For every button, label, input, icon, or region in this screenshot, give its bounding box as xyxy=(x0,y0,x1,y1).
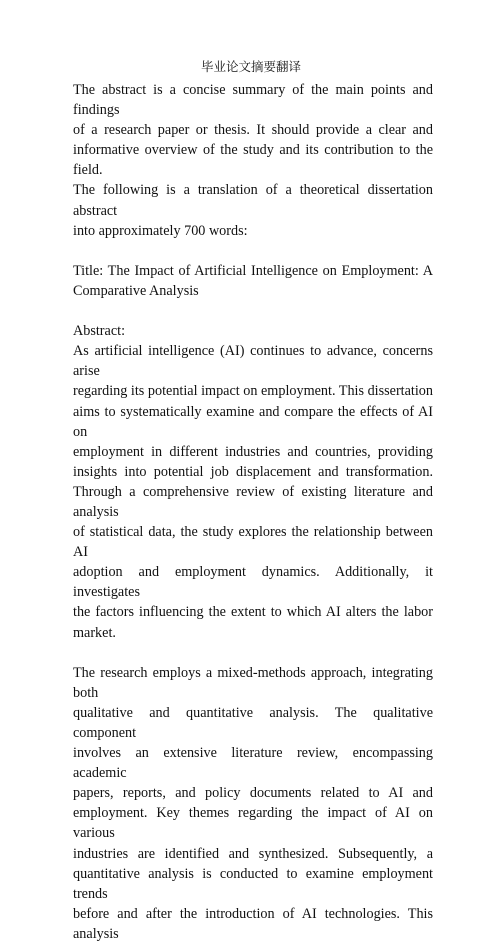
text-line: insights into potential job displacement and transformation. xyxy=(73,463,433,480)
text-line: informative overview of the study and its contribution to the field. xyxy=(73,142,433,179)
text-line: employment in different industries and countries, providing xyxy=(73,443,433,460)
text-line: The following is a translation of a theoretical dissertation abstract xyxy=(73,182,433,219)
text-line: industries are identified and synthesized. Subsequently, a xyxy=(73,845,433,862)
document-body xyxy=(73,80,433,944)
text-line: of statistical data, the study explores the relationship between AI xyxy=(73,524,433,561)
text-line: before and after the introduction of AI technologies. This analysis xyxy=(73,905,433,942)
text-line: As artificial intelligence (AI) continues to advance, concerns arise xyxy=(73,343,433,380)
abstract-paragraph xyxy=(73,321,433,643)
text-line: the factors influencing the extent to which AI alters the labor xyxy=(73,604,433,621)
text-line: Abstract: xyxy=(73,323,126,340)
text-line: Through a comprehensive review of existing literature and analysis xyxy=(73,483,433,520)
text-line: qualitative and quantitative analysis. The qualitative component xyxy=(73,704,433,741)
text-line: The research employs a mixed-methods approach, integrating both xyxy=(73,664,433,701)
text-line: Title: The Impact of Artificial Intelligence on Employment: A xyxy=(73,262,433,279)
text-line: adoption and employment dynamics. Additionally, it investigates xyxy=(73,564,433,601)
text-line: of a research paper or thesis. It should provide a clear and xyxy=(73,122,433,139)
intro-paragraph xyxy=(73,80,433,241)
title-paragraph xyxy=(73,261,433,301)
text-line: involves an extensive literature review, encompassing academic xyxy=(73,745,433,782)
text-line: The abstract is a concise summary of the main points and findings xyxy=(73,82,433,119)
text-line: employment. Key themes regarding the impact of AI on various xyxy=(73,805,433,842)
text-line: into approximately 700 words: xyxy=(73,222,248,239)
text-line: regarding its potential impact on employment. This dissertation xyxy=(73,383,433,400)
text-line: papers, reports, and policy documents related to AI and xyxy=(73,785,433,802)
text-line: aims to systematically examine and compare the effects of AI on xyxy=(73,403,433,440)
text-line: quantitative analysis is conducted to examine employment trends xyxy=(73,865,433,902)
methods-paragraph xyxy=(73,663,433,944)
text-line: Comparative Analysis xyxy=(73,282,199,299)
text-line: market. xyxy=(73,624,116,641)
document-title: 毕业论文摘要翻译 xyxy=(200,59,301,74)
